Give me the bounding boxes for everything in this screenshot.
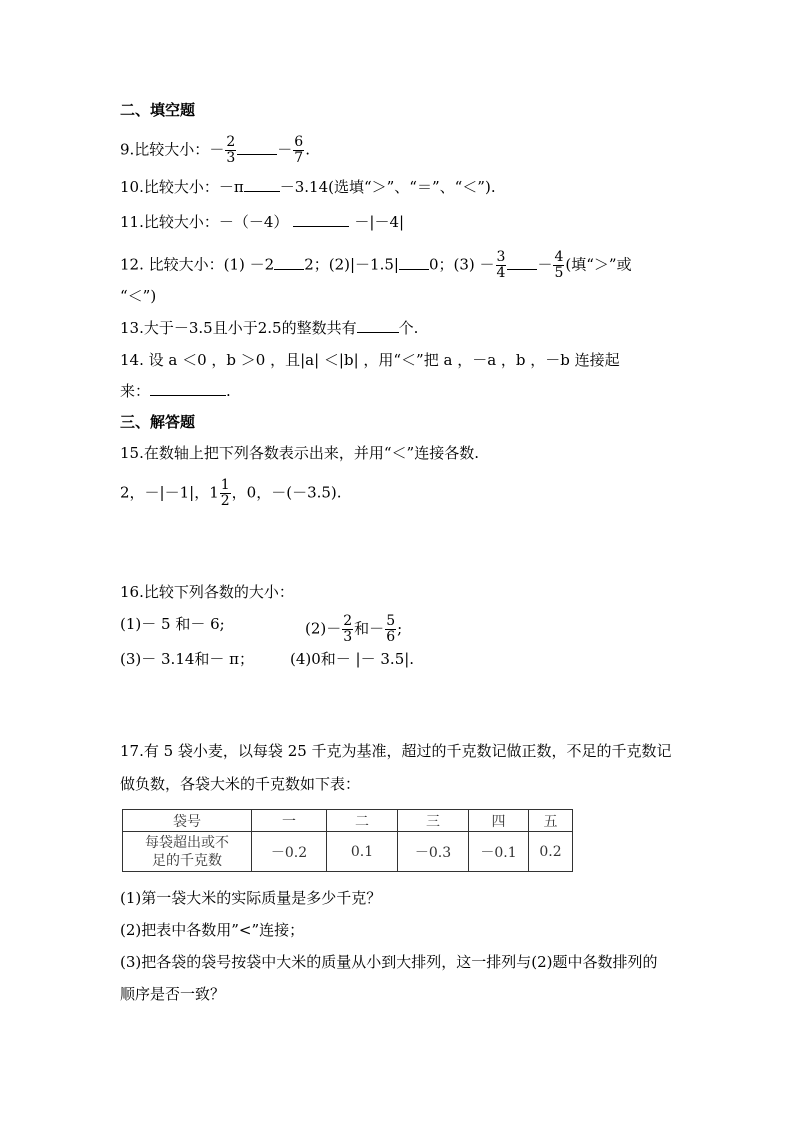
table-header-cell: 袋号	[123, 810, 252, 832]
question-14: 14. 设 a ＜0 ，b ＞0 ，且|a| ＜|b| ，用“＜”把 a ，－a ，b ，－b 连接起	[120, 351, 620, 369]
answer-blank[interactable]	[150, 381, 226, 396]
question-11: 11.比较大小：－（－4） －|－4|	[120, 213, 405, 231]
table-header-cell: 一	[252, 810, 327, 832]
question-17-2: (2)把表中各数用”<”连接；	[120, 921, 305, 939]
fraction: $\frac{2}{3}$	[343, 613, 353, 645]
question-12-cont: “＜”)	[120, 287, 157, 305]
question-10: 10.比较大小：－π －3.14(选填“＞”、“＝”、“＜”).	[120, 178, 496, 196]
answer-blank[interactable]	[274, 255, 304, 270]
question-16-1: (1)－ 5 和－ 6;	[120, 615, 225, 633]
fraction: $\frac{6}{7}$	[294, 134, 304, 166]
table-cell: 0.2	[529, 832, 573, 872]
table-header-cell: 五	[529, 810, 573, 832]
table-header-row	[123, 810, 573, 832]
fraction: $\frac{3}{4}$	[496, 249, 506, 281]
answer-blank[interactable]	[244, 177, 280, 192]
question-17-cont: 做负数，各袋大米的千克数如下表：	[120, 775, 361, 793]
question-13: 13.大于－3.5且小于2.5的整数共有 个.	[120, 319, 419, 337]
question-15: 15.在数轴上把下列各数表示出来，并用“＜”连接各数.	[120, 444, 479, 462]
table-row	[123, 832, 573, 872]
fraction: $\frac{5}{6}$	[386, 613, 396, 645]
question-17-1: (1)第一袋大米的实际质量是多少千克？	[120, 889, 382, 907]
fraction: $\frac{1}{2}$	[220, 477, 230, 509]
answer-blank[interactable]	[507, 255, 537, 270]
fraction: $\frac{4}{5}$	[554, 249, 564, 281]
section-heading-solve: 三、解答题	[120, 413, 196, 431]
section-heading-fill-in: 二、填空题	[120, 101, 196, 119]
table-header-cell: 二	[327, 810, 398, 832]
question-12: 12. 比较大小：(1) －2 2；(2)|－1.5| 0；(3) － $\frac{3}{4}$ － $\frac{4}{5}$ (填“＞”或	[120, 249, 632, 281]
answer-blank[interactable]	[399, 255, 429, 270]
question-16-4: (4)0和－ |－ 3.5|.	[290, 650, 415, 668]
question-14-cont: 来： .	[120, 382, 231, 400]
question-9: 9.比较大小：－ $\frac{2}{3}$ － $\frac{6}{7}$ .	[120, 134, 310, 166]
question-15-numbers: 2，－|－1|，1 $\frac{1}{2}$ ，0，－(－3.5).	[120, 477, 342, 509]
table-header-cell: 四	[469, 810, 529, 832]
table-header-cell: 三	[398, 810, 469, 832]
table-cell: －0.3	[398, 832, 469, 872]
fraction: $\frac{2}{3}$	[226, 134, 236, 166]
answer-blank[interactable]	[237, 140, 277, 155]
table-row-label: 每袋超出或不 足的千克数	[123, 832, 252, 872]
question-17-3: (3)把各袋的袋号按袋中大米的质量从小到大排列，这一排列与(2)题中各数排列的	[120, 953, 658, 971]
bag-weight-table	[122, 809, 573, 872]
question-16: 16.比较下列各数的大小：	[120, 583, 294, 601]
question-16-2: (2)－ $\frac{2}{3}$ 和－ $\frac{5}{6}$ ;	[305, 613, 403, 645]
question-17: 17.有 5 袋小麦，以每袋 25 千克为基准，超过的千克数记做正数，不足的千克数记	[120, 742, 672, 760]
table-cell: －0.2	[252, 832, 327, 872]
answer-blank[interactable]	[293, 212, 349, 227]
question-16-3: (3)－ 3.14和－ π；	[120, 650, 255, 668]
question-17-4: 顺序是否一致？	[120, 985, 226, 1003]
table-cell: 0.1	[327, 832, 398, 872]
table-cell: －0.1	[469, 832, 529, 872]
answer-blank[interactable]	[357, 318, 399, 333]
